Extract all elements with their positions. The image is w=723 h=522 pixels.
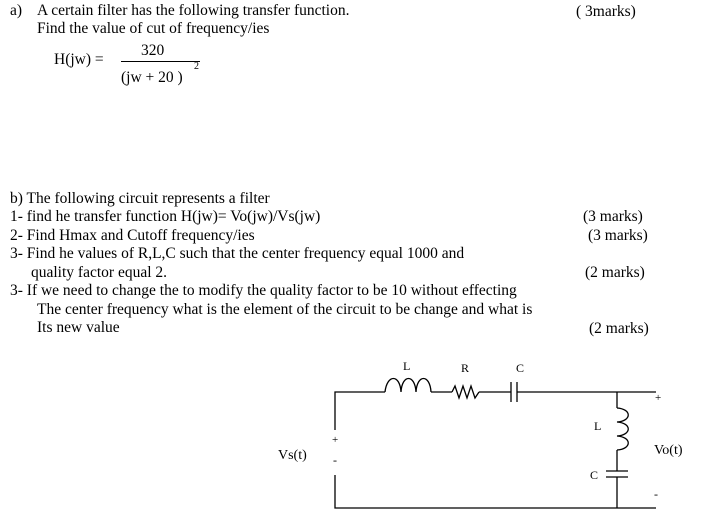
part-b-intro: b) The following circuit represents a filter xyxy=(10,190,270,207)
part-a-marks: ( 3marks) xyxy=(576,3,636,20)
question-1-marks: (3 marks) xyxy=(583,208,643,225)
question-3-line1: 3- Find he values of R,L,C such that the center frequency equal 1000 and xyxy=(10,245,465,262)
shunt-capacitor-label: C xyxy=(590,468,599,482)
question-4-line3: Its new value xyxy=(37,319,120,336)
series-capacitor-label: C xyxy=(516,361,525,375)
series-inductor-label: L xyxy=(403,359,411,373)
question-1: 1- find he transfer function H(jw)= Vo(jw)/Vs(jw) xyxy=(10,208,321,225)
shunt-inductor-coil xyxy=(617,408,628,450)
question-4-line1: 3- If we need to change the to modify the quality factor to be 10 without effecting xyxy=(10,282,517,299)
transfer-function-denominator: (jw + 20 ) xyxy=(121,69,183,86)
output-minus-sign: - xyxy=(654,487,658,501)
question-4-line2: The center frequency what is the element of the circuit to be change and what is xyxy=(37,301,533,318)
denominator-exponent: 2 xyxy=(194,61,199,72)
part-a-line2: Find the value of cut of frequency/ies xyxy=(37,20,270,37)
series-resistor xyxy=(452,386,479,398)
output-plus-sign: + xyxy=(655,392,662,404)
question-3-line2: quality factor equal 2. xyxy=(31,264,168,281)
question-2: 2- Find Hmax and Cutoff frequency/ies xyxy=(10,227,255,244)
source-voltage-label: Vs(t) xyxy=(278,448,307,463)
transfer-function-label: H(jw) = xyxy=(54,51,104,68)
part-a-label: a) xyxy=(10,2,23,19)
wire-left-top xyxy=(335,392,385,430)
shunt-inductor-label: L xyxy=(594,419,602,433)
series-inductor-coil xyxy=(385,379,431,393)
source-minus-sign: - xyxy=(333,453,337,467)
wire-bottom xyxy=(335,475,656,508)
part-a-line1: A certain filter has the following transfer function. xyxy=(37,2,350,19)
resistor-label: R xyxy=(461,361,470,375)
question-4-marks: (2 marks) xyxy=(589,320,649,337)
source-plus-sign: + xyxy=(332,434,339,446)
question-3-marks: (2 marks) xyxy=(585,264,645,281)
transfer-function-numerator: 320 xyxy=(141,42,165,59)
question-2-marks: (3 marks) xyxy=(588,227,648,244)
output-voltage-label: Vo(t) xyxy=(654,443,683,458)
